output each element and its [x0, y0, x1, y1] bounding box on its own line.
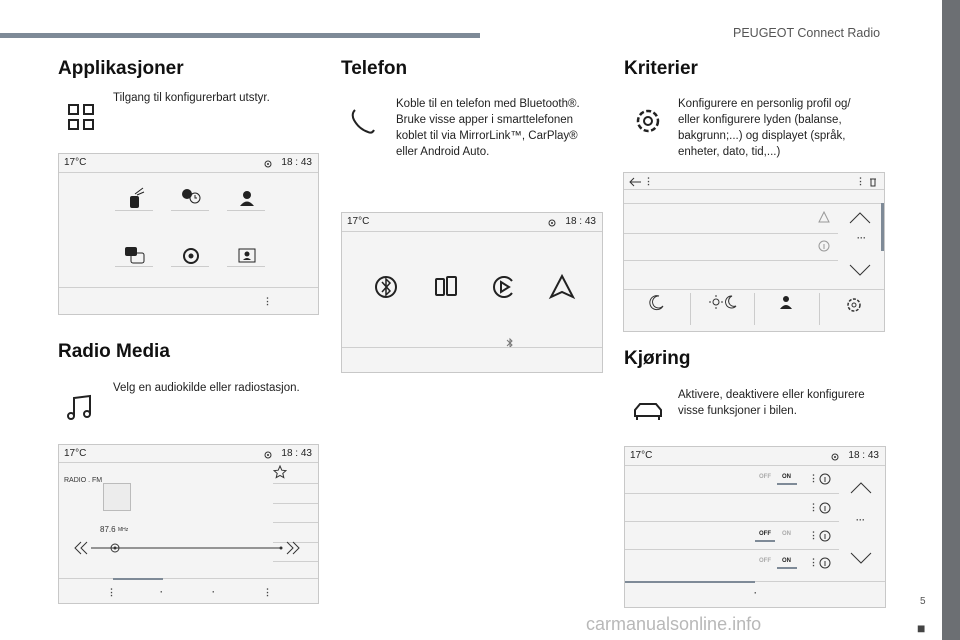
source-indicator	[113, 578, 163, 580]
favorite-star-icon[interactable]	[273, 465, 287, 479]
options-menu-icon[interactable]: ⋮	[263, 587, 272, 597]
auto-brightness-icon[interactable]	[708, 293, 738, 311]
clock-readout: 18 : 43	[565, 216, 596, 227]
back-arrow-icon[interactable]	[628, 177, 642, 187]
gps-icon	[547, 218, 557, 228]
gps-icon	[830, 452, 840, 462]
source-menu-icon[interactable]: ⋮	[107, 587, 116, 597]
toggle-on-label[interactable]: ON	[782, 531, 791, 537]
nav-dot-1[interactable]: ·	[160, 587, 163, 597]
section-title-kjoring: Kjøring	[624, 348, 691, 369]
page-header-title: PEUGEOT Connect Radio	[733, 26, 881, 40]
section-title-telefon: Telefon	[341, 58, 408, 79]
mirrorlink-icon[interactable]	[432, 273, 460, 301]
info-icon	[818, 240, 830, 252]
app-user-icon[interactable]	[235, 186, 259, 210]
toggle-on-label[interactable]: ON	[782, 558, 791, 564]
scroll-up-icon[interactable]	[848, 211, 872, 225]
night-mode-icon[interactable]	[648, 293, 666, 311]
section-desc-telefon	[396, 96, 580, 160]
section-desc-kriterier	[678, 96, 851, 160]
info-icon[interactable]	[819, 557, 831, 569]
row-menu-icon[interactable]: ⋮	[809, 502, 818, 512]
toggle-indicator	[777, 567, 797, 569]
more-menu-icon[interactable]: ⋮	[263, 296, 272, 306]
info-icon[interactable]	[819, 530, 831, 542]
toggle-off-label[interactable]: OFF	[759, 558, 771, 564]
toggle-off-label[interactable]: OFF	[759, 531, 771, 537]
gps-icon	[263, 450, 273, 460]
screen-kriterier	[623, 172, 885, 332]
phone-handset-icon	[346, 104, 380, 138]
scrollbar[interactable]	[881, 203, 884, 251]
nav-dot-2[interactable]: ·	[212, 587, 215, 597]
section-desc-applikasjoner: Tilgang til konfigurerbart utstyr.	[113, 92, 270, 104]
screen-applikasjoner	[58, 153, 319, 315]
corner-mark: ■	[917, 620, 926, 636]
gear-settings-icon	[631, 104, 665, 138]
section-title-kriterier: Kriterier	[624, 58, 698, 79]
page-number: 5	[920, 596, 926, 607]
temperature-readout: 17°C	[64, 448, 87, 459]
toggle-off-label[interactable]: OFF	[759, 474, 771, 480]
app-messages-icon[interactable]	[123, 244, 147, 268]
page-dots-icon: ···	[857, 233, 866, 243]
screen-telefon	[341, 212, 603, 373]
desc-line: visse funksjoner i bilen.	[678, 405, 797, 417]
row-menu-icon[interactable]: ⋮	[809, 530, 818, 540]
grid-apps-icon	[64, 100, 98, 134]
scroll-down-icon[interactable]	[849, 551, 873, 565]
temperature-readout: 17°C	[64, 157, 87, 168]
desc-line: Aktivere, deaktivere eller konfigurere	[678, 389, 865, 401]
page-dots-icon: ···	[856, 515, 865, 525]
desc-line: eller konfigurere lyden (balanse,	[678, 114, 842, 126]
watermark: carmanualsonline.info	[586, 614, 762, 634]
frequency-readout: 87.6	[100, 525, 116, 534]
options-menu-icon[interactable]: ⋮	[856, 176, 865, 186]
desc-line: bakgrunn;...) og displayet (språk,	[678, 130, 846, 142]
scroll-up-icon[interactable]	[849, 481, 873, 495]
section-title-applikasjoner: Applikasjoner	[58, 58, 184, 79]
side-tab	[942, 0, 960, 640]
frequency-unit: MHz	[118, 527, 129, 533]
clock-readout: 18 : 43	[281, 448, 312, 459]
desc-line: Koble til en telefon med Bluetooth®.	[396, 98, 580, 110]
toggle-indicator	[755, 540, 775, 542]
section-desc-kjoring	[678, 387, 865, 419]
warning-icon	[818, 211, 830, 223]
toggle-on-label[interactable]: ON	[782, 474, 791, 480]
desc-line: koblet til via MirrorLink™, CarPlay®	[396, 130, 578, 142]
desc-line: enheter, dato, tid,...)	[678, 146, 781, 158]
info-icon[interactable]	[819, 502, 831, 514]
profile-icon[interactable]	[776, 293, 794, 311]
header-menu-icon[interactable]: ⋮	[644, 176, 653, 186]
screen-kjoring	[624, 446, 886, 608]
scroll-down-icon[interactable]	[848, 263, 872, 277]
header-rule	[0, 33, 480, 38]
app-trip-icon[interactable]	[179, 186, 203, 210]
desc-line: eller Android Auto.	[396, 146, 490, 158]
gps-icon	[263, 159, 273, 169]
carplay-icon[interactable]	[490, 273, 518, 301]
desc-line: Konfigurere en personlig profil og/	[678, 98, 851, 110]
station-artwork	[103, 483, 131, 511]
android-auto-icon[interactable]	[548, 273, 576, 301]
app-air-icon[interactable]	[123, 186, 147, 210]
bluetooth-icon[interactable]	[372, 273, 400, 301]
toggle-indicator	[777, 483, 797, 485]
row-menu-icon[interactable]: ⋮	[809, 473, 818, 483]
temperature-readout: 17°C	[630, 450, 653, 461]
desc-line: Bruke visse apper i smarttelefonen	[396, 114, 574, 126]
clock-readout: 18 : 43	[281, 157, 312, 168]
nav-dot[interactable]: ·	[754, 588, 757, 598]
page-indicator	[625, 581, 755, 583]
settings-gear-icon[interactable]	[842, 293, 862, 313]
trash-icon[interactable]	[868, 177, 878, 187]
clock-readout: 18 : 43	[848, 450, 879, 461]
music-note-icon	[64, 390, 98, 424]
section-title-radio-media: Radio Media	[58, 341, 170, 362]
info-icon[interactable]	[819, 473, 831, 485]
app-contacts-icon[interactable]	[235, 244, 259, 268]
app-settings-icon[interactable]	[179, 244, 203, 268]
row-menu-icon[interactable]: ⋮	[809, 557, 818, 567]
section-desc-radio-media: Velg en audiokilde eller radiostasjon.	[113, 382, 300, 394]
frequency-slider[interactable]	[71, 539, 303, 557]
radio-band-label: RADIO . FM	[64, 477, 103, 484]
screen-radio	[58, 444, 319, 604]
car-icon	[631, 394, 665, 428]
temperature-readout: 17°C	[347, 216, 370, 227]
